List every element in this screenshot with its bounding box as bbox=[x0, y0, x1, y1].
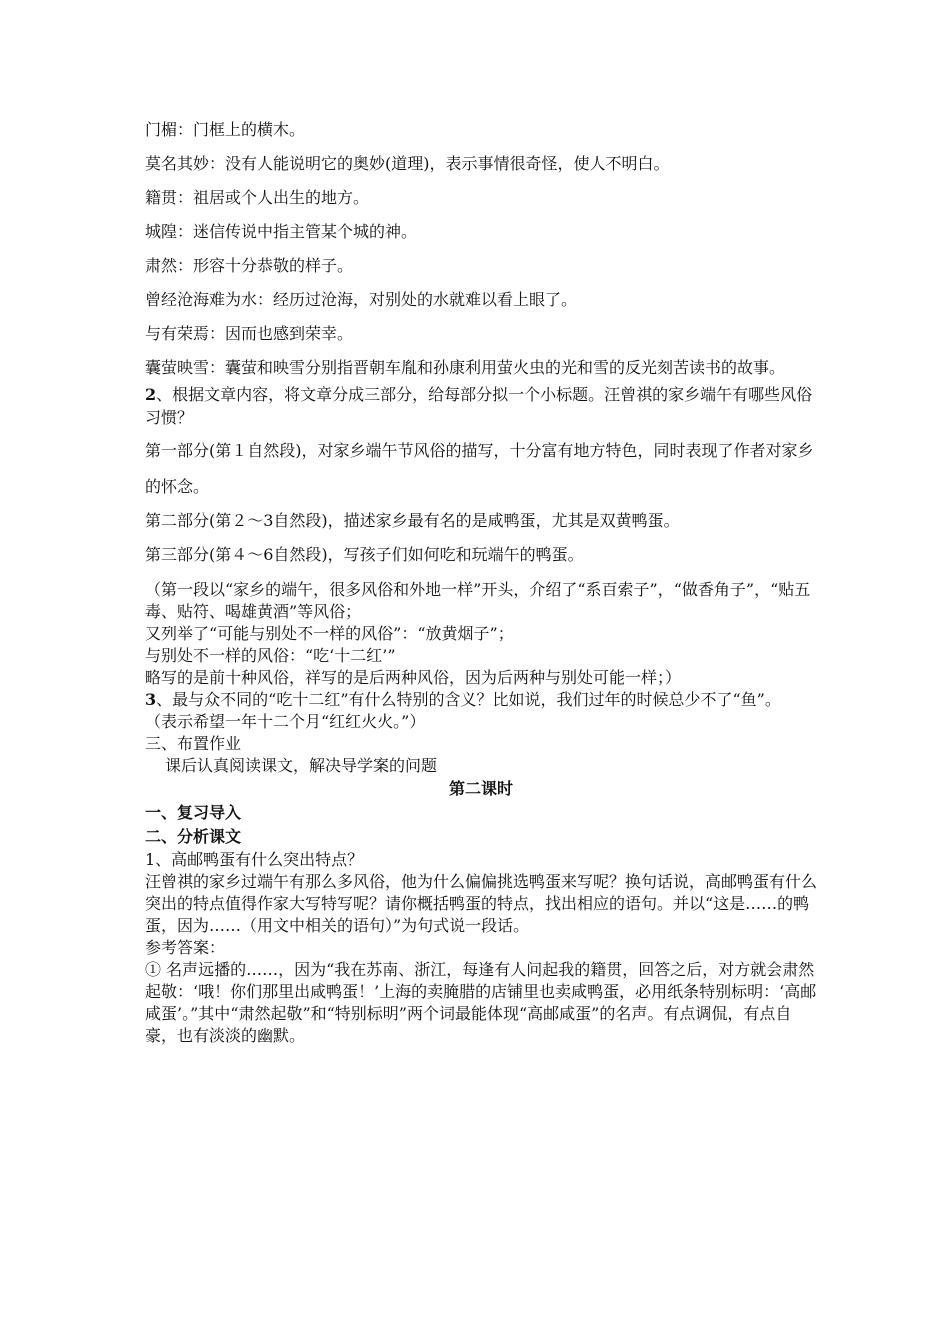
question-prompt: 汪曾祺的家乡过端午有那么多风俗，他为什么偏偏挑选鸭蛋来写呢？换句话说，高邮鸭蛋有什么突出的特点值得作家大写特写呢？请你概括鸭蛋的特点，找出相应的语句。并以“这是……的鸭蛋，因为……（用文中相关的语句）”为句式说一段话。 bbox=[145, 872, 818, 935]
note-line: 略写的是前十种风俗，祥写的是后两种风俗，因为后两种与别处可能一样；） bbox=[145, 668, 682, 687]
answer-line: （表示希望一年十二个月“红红火火。”） bbox=[145, 712, 426, 731]
definition-item: 城隍：迷信传说中指主管某个城的神。 bbox=[145, 222, 418, 241]
question-1: 1、高邮鸭蛋有什么突出特点？ bbox=[145, 850, 364, 869]
note-line: 与别处不一样的风俗：“吃‘十二红’” bbox=[145, 646, 396, 665]
definition-item: 曾经沧海难为水：经历过沧海，对别处的水就难以看上眼了。 bbox=[145, 290, 578, 309]
section-heading: 一、复习导入 bbox=[145, 803, 242, 822]
question-3 bbox=[145, 689, 817, 711]
note-line: （第一段以“家乡的端午，很多风俗和外地一样”开头，介绍了“系百索子”，“做香角子”，“贴五毒、贴符、喝雄黄酒”等风俗； bbox=[145, 580, 811, 621]
part-item: 第三部分(第４～6自然段)，写孩子们如何吃和玩端午的鸭蛋。 bbox=[145, 545, 584, 564]
question-number: 2 bbox=[145, 385, 157, 404]
question-text: 、根据文章内容，将文章分成三部分，给每部分拟一个小标题。汪曾祺的家乡端午有哪些风俗习惯？ bbox=[145, 385, 813, 427]
part-item: 第一部分(第１自然段)，对家乡端午节风俗的描写，十分富有地方特色，同时表现了作者对家乡的怀念。 bbox=[145, 441, 814, 496]
question-text: 、最与众不同的“吃十二红”有什么特别的含义？比如说，我们过年的时候总少不了“鱼”。 bbox=[156, 690, 781, 709]
definition-item: 籍贯：祖居或个人出生的地方。 bbox=[145, 188, 370, 207]
definition-item: 莫名其妙：没有人能说明它的奥妙(道理)，表示事情很奇怪，使人不明白。 bbox=[145, 154, 670, 173]
lesson-title: 第二课时 bbox=[448, 779, 513, 798]
reference-label: 参考答案： bbox=[145, 938, 226, 957]
part-item: 第二部分(第２～3自然段)，描述家乡最有名的是咸鸭蛋，尤其是双黄鸭蛋。 bbox=[145, 511, 680, 530]
homework-text: 课后认真阅读课文，解决导学案的问题 bbox=[165, 756, 438, 775]
definition-item: 肃然：形容十分恭敬的样子。 bbox=[145, 256, 354, 275]
definition-item: 门楣：门框上的横木。 bbox=[145, 120, 306, 139]
definition-item: 囊萤映雪：囊萤和映雪分别指晋朝车胤和孙康利用萤火虫的光和雪的反光刻苦读书的故事。 bbox=[145, 358, 786, 377]
question-number: 3 bbox=[145, 690, 157, 709]
section-heading: 三、布置作业 bbox=[145, 734, 242, 753]
document-body bbox=[145, 118, 817, 1047]
note-line: 又列举了“可能与别处不一样的风俗”：“放黄烟子”； bbox=[145, 624, 514, 643]
section-heading: 二、分析课文 bbox=[145, 827, 242, 846]
reference-answer: ① 名声远播的……，因为“我在苏南、浙江，每逢有人问起我的籍贯，回答之后，对方就会肃然起敬：‘哦！你们那里出咸鸭蛋！’上海的卖腌腊的店铺里也卖咸鸭蛋，必用纸条特别标明：‘高邮咸蛋’。”其中“肃然起敬”和“特别标明”两个词最能体现“高邮咸蛋”的名声。有点调侃，有点自豪，也有淡淡的幽默。 bbox=[145, 960, 817, 1045]
definition-item: 与有荣焉：因而也感到荣幸。 bbox=[145, 324, 354, 343]
question-2 bbox=[145, 383, 817, 429]
